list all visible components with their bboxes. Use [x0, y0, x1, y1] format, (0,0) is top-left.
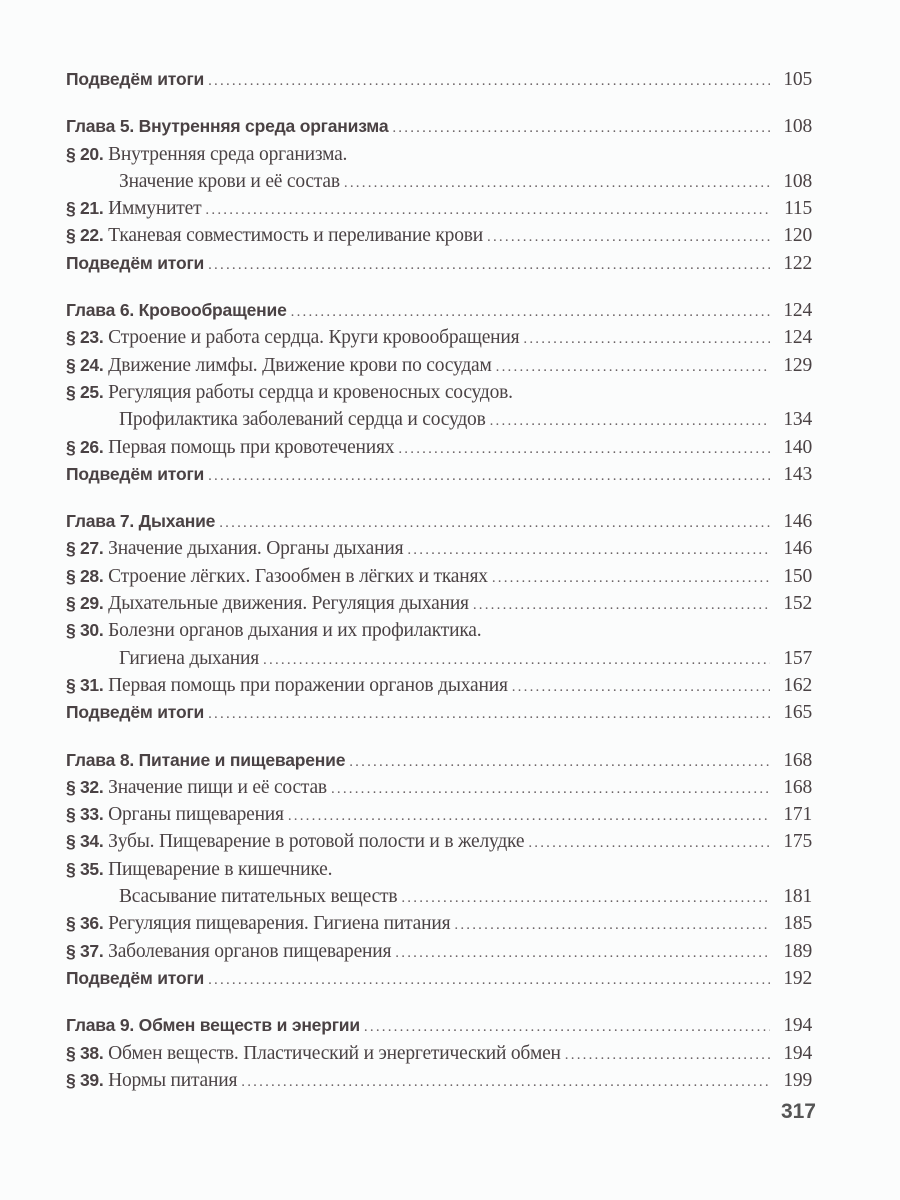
dot-leader	[349, 749, 770, 776]
entry-title: Подведём итоги	[66, 702, 205, 723]
toc-section-entry	[66, 774, 812, 801]
dot-leader	[331, 776, 770, 803]
dot-leader	[208, 463, 770, 490]
toc-section-entry	[66, 801, 812, 828]
entry-title: Подведём итоги	[66, 252, 205, 273]
entry-label	[66, 774, 327, 801]
page-ref: 120	[783, 225, 812, 247]
section-number: § 35.	[66, 858, 104, 879]
dot-leader	[565, 1042, 770, 1069]
dot-leader	[392, 115, 770, 142]
dot-leader	[401, 885, 770, 912]
entry-title: Тканевая совместимость и переливание крови	[108, 225, 484, 247]
entry-title: Регуляция работы сердца и кровеносных сосудов.	[108, 381, 513, 403]
entry-title: Строение и работа сердца. Круги кровообращения	[108, 327, 520, 349]
entry-title: Значение дыхания. Органы дыхания	[108, 538, 404, 560]
entry-label	[66, 672, 508, 699]
page-ref: 162	[783, 674, 812, 696]
entry-title: Дыхательные движения. Регуляция дыхания	[108, 593, 469, 615]
page-ref: 175	[783, 831, 812, 853]
section-number: § 22.	[66, 225, 104, 246]
toc-summary-entry	[66, 250, 812, 277]
toc-group	[66, 1012, 812, 1094]
toc-chapter-entry	[66, 747, 812, 774]
entry-title: Глава 7. Дыхание	[66, 511, 216, 532]
entry-title: Иммунитет	[108, 198, 202, 220]
section-number: § 30.	[66, 620, 104, 641]
dot-leader	[208, 252, 770, 279]
dot-leader	[219, 510, 770, 537]
entry-label	[66, 141, 347, 168]
toc-section-entry	[66, 1067, 812, 1094]
toc-section-entry	[66, 590, 812, 617]
toc-chapter-entry	[66, 1012, 812, 1039]
dot-leader	[241, 1069, 770, 1096]
section-number: § 25.	[66, 381, 104, 402]
entry-label	[66, 66, 204, 93]
toc-summary-entry	[66, 699, 812, 726]
page-ref: 129	[783, 354, 812, 376]
page-ref: 124	[783, 300, 812, 322]
section-number: § 32.	[66, 776, 104, 797]
entry-title: Движение лимфы. Движение крови по сосудам	[108, 354, 492, 376]
toc-group	[66, 113, 812, 277]
page-ref: 115	[784, 198, 812, 220]
toc-section-entry	[66, 645, 812, 672]
section-number: § 34.	[66, 831, 104, 852]
toc-summary-entry	[66, 66, 812, 93]
toc-chapter-entry	[66, 113, 812, 140]
entry-title: Строение лёгких. Газообмен в лёгких и тканях	[108, 565, 488, 587]
page-ref: 124	[783, 327, 812, 349]
toc-summary-entry	[66, 461, 812, 488]
page-ref: 194	[783, 1015, 812, 1037]
entry-title: Профилактика заболеваний сердца и сосудов	[119, 409, 486, 431]
entry-title: Регуляция пищеварения. Гигиена питания	[108, 913, 451, 935]
entry-title: Подведём итоги	[66, 967, 205, 988]
section-number: § 21.	[66, 198, 104, 219]
entry-title: Первая помощь при кровотечениях	[108, 436, 395, 458]
dot-leader	[454, 912, 770, 939]
toc-section-entry	[66, 535, 812, 562]
dot-leader	[407, 537, 770, 564]
entry-label	[66, 1067, 237, 1094]
entry-title: Подведём итоги	[66, 69, 205, 89]
entry-label	[66, 699, 204, 726]
toc-summary-entry	[66, 965, 812, 992]
entry-title: Нормы питания	[108, 1069, 238, 1091]
entry-title: Глава 5. Внутренняя среда организма	[66, 116, 389, 137]
entry-label	[66, 324, 519, 351]
entry-title: Глава 9. Обмен веществ и энергии	[66, 1015, 360, 1036]
section-number: § 29.	[66, 593, 104, 614]
section-number: § 31.	[66, 674, 104, 695]
entry-label	[66, 965, 204, 992]
entry-label	[66, 508, 215, 535]
toc-section-entry	[66, 883, 812, 910]
dot-leader	[291, 299, 770, 326]
dot-leader	[528, 830, 770, 857]
entry-title: Пищеварение в кишечнике.	[108, 858, 333, 880]
dot-leader	[364, 1014, 770, 1041]
dot-leader	[473, 592, 770, 619]
section-number: § 38.	[66, 1042, 104, 1063]
entry-label	[66, 461, 204, 488]
entry-label	[66, 379, 513, 406]
entry-label	[66, 535, 403, 562]
page-ref: 122	[783, 252, 812, 274]
dot-leader	[398, 436, 770, 463]
entry-label	[66, 195, 201, 222]
toc-section-entry	[66, 617, 812, 644]
page-ref: 143	[783, 463, 812, 485]
dot-leader	[496, 354, 770, 381]
toc-section-entry	[66, 168, 812, 195]
toc-section-entry	[66, 141, 812, 168]
page-ref: 171	[783, 804, 812, 826]
page-ref: 146	[783, 511, 812, 533]
entry-label	[66, 352, 492, 379]
page-ref: 189	[783, 940, 812, 962]
entry-title: Значение пищи и её состав	[108, 776, 327, 798]
entry-title: Значение крови и её состав	[119, 170, 340, 192]
page-ref: 192	[783, 967, 812, 989]
entry-label	[66, 406, 486, 433]
entry-title: Всасывание питательных веществ	[119, 886, 398, 908]
dot-leader	[263, 647, 770, 674]
page-ref: 152	[783, 593, 812, 615]
entry-label	[66, 1040, 561, 1067]
entry-label	[66, 883, 397, 910]
page-ref: 150	[783, 565, 812, 587]
entry-label	[66, 222, 483, 249]
entry-title: Болезни органов дыхания и их профилактика.	[108, 620, 482, 642]
entry-title: Первая помощь при поражении органов дыхания	[108, 674, 508, 696]
dot-leader	[208, 967, 770, 994]
section-number: § 20.	[66, 143, 104, 164]
dot-leader	[344, 170, 770, 197]
toc-group	[66, 66, 812, 93]
page-number: 317	[780, 1100, 816, 1123]
section-number: § 26.	[66, 436, 104, 457]
entry-label	[66, 828, 524, 855]
entry-label	[66, 910, 450, 937]
entry-title: Глава 8. Питание и пищеварение	[66, 749, 346, 770]
section-number: § 23.	[66, 327, 104, 348]
entry-label	[66, 434, 394, 461]
dot-leader	[208, 701, 770, 728]
toc-group	[66, 297, 812, 488]
section-number: § 24.	[66, 354, 104, 375]
dot-leader	[512, 674, 770, 701]
entry-label	[66, 1012, 360, 1039]
entry-label	[66, 113, 388, 140]
entry-title: Гигиена дыхания	[119, 647, 260, 669]
dot-leader	[288, 803, 770, 830]
entry-title: Подведём итоги	[66, 463, 205, 484]
toc-group	[66, 747, 812, 993]
toc-section-entry	[66, 352, 812, 379]
toc-section-entry	[66, 434, 812, 461]
page-ref: 199	[783, 1069, 812, 1091]
section-number: § 33.	[66, 804, 104, 825]
section-number: § 37.	[66, 940, 104, 961]
entry-label	[66, 168, 340, 195]
entry-title: Органы пищеварения	[108, 804, 284, 826]
dot-leader	[492, 565, 770, 592]
dot-leader	[208, 68, 770, 95]
page-ref: 134	[783, 409, 812, 431]
toc-section-entry	[66, 856, 812, 883]
page-ref: 108	[783, 116, 812, 138]
entry-label	[66, 590, 469, 617]
entry-label	[66, 645, 259, 672]
page-ref: 194	[783, 1042, 812, 1064]
toc-section-entry	[66, 910, 812, 937]
toc-section-entry	[66, 195, 812, 222]
page-ref: 146	[783, 538, 812, 560]
entry-label	[66, 801, 284, 828]
entry-title: Внутренняя среда организма.	[108, 143, 348, 165]
entry-label	[66, 938, 391, 965]
toc-section-entry	[66, 828, 812, 855]
entry-label	[66, 250, 204, 277]
toc-section-entry	[66, 222, 812, 249]
page-ref: 181	[783, 886, 812, 908]
toc-chapter-entry	[66, 297, 812, 324]
entry-title: Глава 6. Кровообращение	[66, 300, 287, 321]
page-ref: 165	[783, 702, 812, 724]
page-ref: 157	[783, 647, 812, 669]
toc-section-entry	[66, 672, 812, 699]
toc-section-entry	[66, 1040, 812, 1067]
entry-label	[66, 563, 488, 590]
entry-label	[66, 617, 481, 644]
toc-section-entry	[66, 324, 812, 351]
entry-title: Обмен веществ. Пластический и энергетический обмен	[108, 1042, 561, 1064]
toc-section-entry	[66, 938, 812, 965]
page-ref: 168	[783, 749, 812, 771]
section-number: § 39.	[66, 1069, 104, 1090]
toc-section-entry	[66, 406, 812, 433]
page-ref: 105	[783, 69, 812, 90]
page-ref: 168	[783, 776, 812, 798]
toc-section-entry	[66, 379, 812, 406]
toc-chapter-entry	[66, 508, 812, 535]
dot-leader	[395, 940, 770, 967]
page-ref: 140	[783, 436, 812, 458]
toc-group	[66, 508, 812, 726]
entry-title: Заболевания органов пищеварения	[108, 940, 392, 962]
section-number: § 27.	[66, 538, 104, 559]
entry-title: Зубы. Пищеварение в ротовой полости и в желудке	[108, 831, 525, 853]
entry-label	[66, 856, 332, 883]
dot-leader	[205, 197, 770, 224]
page-ref: 185	[783, 913, 812, 935]
dot-leader	[487, 224, 770, 251]
section-number: § 36.	[66, 913, 104, 934]
dot-leader	[490, 408, 770, 435]
dot-leader	[523, 326, 770, 353]
entry-label	[66, 747, 345, 774]
page-ref: 108	[783, 170, 812, 192]
entry-label	[66, 297, 287, 324]
section-number: § 28.	[66, 565, 104, 586]
toc-section-entry	[66, 563, 812, 590]
table-of-contents	[66, 66, 812, 1114]
